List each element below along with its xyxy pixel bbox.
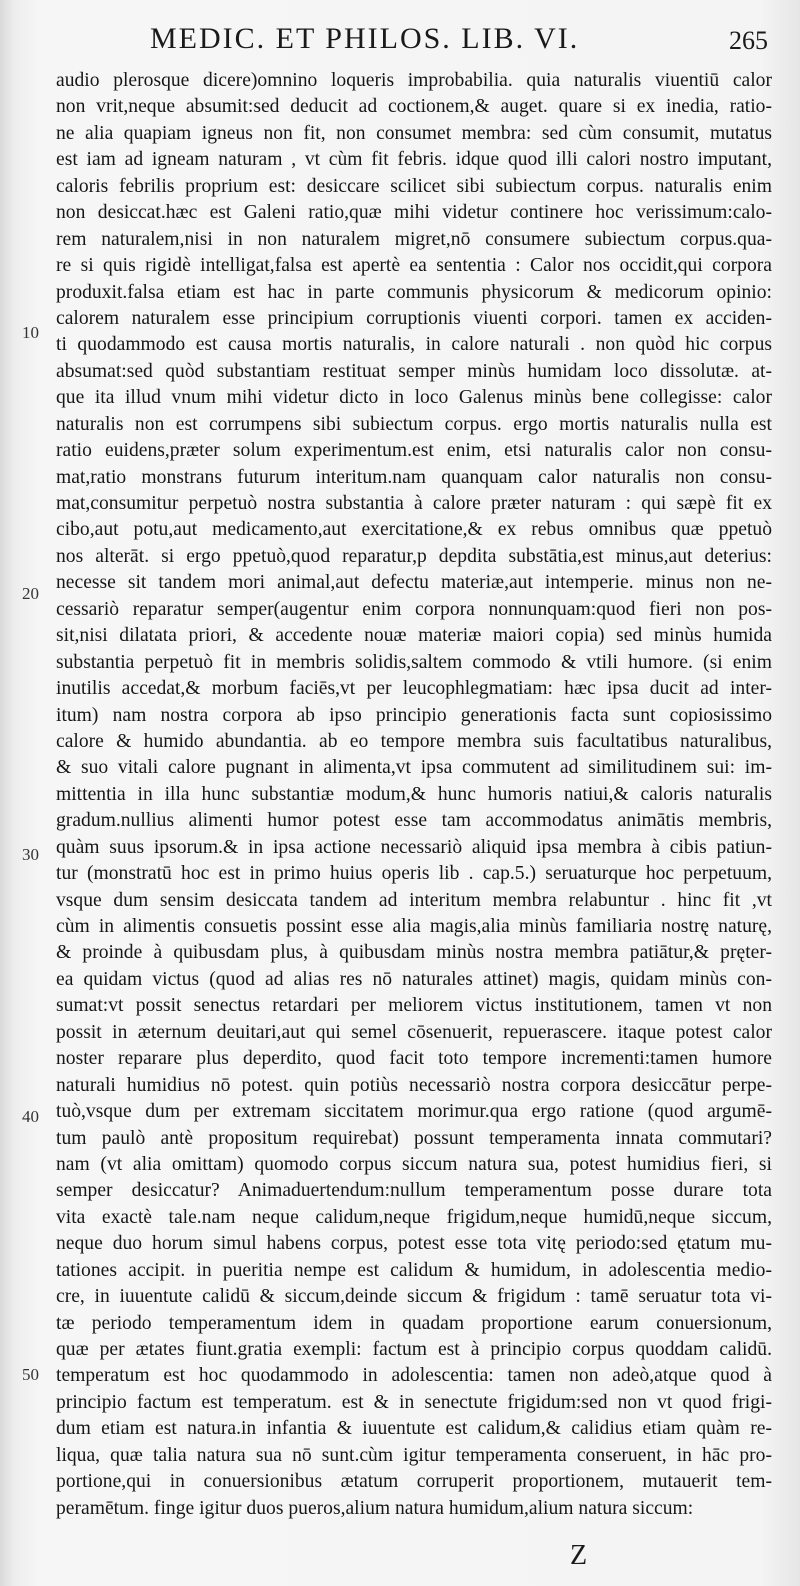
text-line: audio plerosque dicere)omnino loqueris improbabilia. quia naturalis viuentiū calor — [56, 70, 772, 91]
text-line: ti quodammodo est causa mortis naturalis, in calore naturali . non quòd hic corpus — [56, 334, 772, 356]
text-line: semper desiccatur? Animaduertendum:nullum temperamentum posse durare tota — [56, 1180, 772, 1202]
text-line: portione,qui in conuersionibus ætatum corruperit proportionem, mutauerit tem- — [56, 1471, 772, 1493]
text-line: peramētum. finge igitur duos pueros,alium natura humidum,alium natura siccum: — [56, 1497, 694, 1519]
text-line: tur (monstratū hoc est in primo huius operis lib . cap.5.) seruaturque hoc perpetuum, — [56, 863, 772, 885]
text-line: naturali humidius nō potest. quin potiùs necessariò nostra corpora desiccātur perpe- — [56, 1074, 772, 1096]
text-line: calore & humido abundantia. ab eo tempore membra suis facultatibus naturalibus, — [56, 730, 772, 752]
text-line: absumat:sed quòd substantiam restituat semper minùs humidam loco dissolutæ. at- — [56, 360, 772, 382]
text-line: cre, in iuuentute calidū & siccum,deinde siccum & frigidum : tamē seruatur tota vi- — [56, 1286, 772, 1308]
text-line: quæ per ætates fiunt.gratia exempli: factum est à principio corpus quoddam calidū. — [56, 1339, 772, 1360]
text-line: tuò,vsque dum per extremam siccitatem morimur.qua ergo ratione (quod argumē- — [56, 1101, 772, 1123]
text-line: produxit.falsa etiam est hac in parte communis physicorum & medicorum opinio: — [56, 281, 772, 303]
text-line: nam (vt alia omittam) quomodo corpus siccum natura sua, potest humidius fieri, si — [56, 1153, 772, 1175]
text-line: & proinde à quibusdam plus, à quibusdam minùs nostra membra patiātur,& pręter- — [56, 942, 772, 964]
text-line: quàm suus ipsorum.& in ipsa actione necessariò aliquid ipsa membra à cibis patiun- — [56, 836, 772, 858]
running-head-title: MEDIC. ET PHILOS. LIB. VI. — [150, 22, 580, 55]
text-line: mat,consumitur perpetuò nostra substantia à calore præter naturam : qui sæpè fit ex — [56, 493, 772, 514]
text-line: sumat:vt possit senectus retardari per meliorem victus institutionem, tamen vt non — [56, 995, 772, 1017]
text-line: gradum.nullius alimenti humor potest esse tam accommodatus animātis membris, — [56, 810, 772, 832]
text-line: cùm in alimentis consuetis possint esse alia magis,alia minùs familiaria nostrę naturę, — [56, 916, 772, 937]
text-line: rem naturalem,nisi in non naturalem migret,nō consumere subiectum corpus.qua- — [56, 228, 772, 250]
text-line: possit in æternum deuitari,aut qui semel cōsenuerit, repuerascere. itaque potest calor — [56, 1021, 772, 1043]
text-line: tæ periodo temperamentum idem in quadam proportione earum conuersionum, — [56, 1312, 772, 1334]
text-line: vsque dum sensim desiccata tandem ad interitum membra relabuntur . hinc fit ,vt — [56, 889, 772, 911]
text-line: ratio euidens,præter solum experimentum.est enim, etsi naturalis calor non consu- — [56, 440, 772, 462]
text-line: substantia perpetuò fit in membris solidis,saltem commodo & vtili humore. (si enim — [56, 651, 772, 673]
text-line: cessariò reparatur semper(augentur enim corpora nonnunquam:quod fieri non pos- — [56, 598, 772, 620]
text-line: caloris febrilis proprium est: desiccare scilicet sibi subiectum corpus. naturalis enim — [56, 175, 772, 197]
text-line: tationes accipit. in pueritia nempe est calidum & humidum, in adolescentia medio- — [56, 1259, 772, 1281]
text-line: naturalis non est corrumpens sibi subiectum corpus. ergo mortis naturalis nulla est — [56, 413, 772, 435]
text-line: sit,nisi dilatata priori, & accedente nouæ materiæ maiori copia) sed minùs humida — [56, 625, 772, 647]
text-line: non vrit,neque absumit:sed deducit ad coctionem,& auget. quare si ex inedia, ratio- — [56, 96, 772, 118]
text-line: ea quidam victus (quod ad alias res nō naturales attinet) magis, quidam minùs con- — [56, 968, 772, 990]
line-number: 30 — [22, 845, 39, 864]
text-line: que ita illud vnum mihi videtur dicto in loco Galenus minùs bene collegisse: calor — [56, 387, 772, 409]
line-number: 50 — [22, 1365, 39, 1384]
text-line: non desiccat.hæc est Galeni ratio,quæ mihi videtur continere hoc verissimum:calo- — [56, 202, 772, 224]
text-line: mat,ratio monstrans futurum interitum.nam quanquam calor naturalis non consu- — [56, 466, 772, 488]
text-line: itum) nam nostra corpora ab ipso principio generationis facta sunt copiosissimo — [56, 704, 772, 726]
text-line: est iam ad igneam naturam , vt cùm fit febris. idque quod illi calori nostro imputant, — [56, 149, 772, 171]
line-number: 20 — [22, 584, 39, 603]
text-line: cibo,aut potu,aut medicamento,aut exercitatione,& ex rebus omnibus quæ ppetuò — [56, 519, 772, 541]
text-line: necesse sit tandem mori animal,aut defectu materiæ,aut intemperie. minus non ne- — [56, 572, 772, 594]
text-line: calorem naturalem esse principium corruptionis viuenti corpori. tamen ex acciden- — [56, 307, 772, 329]
line-number: 40 — [22, 1107, 39, 1126]
text-line: inutilis accedat,& morbum faciēs,vt per leucophlegmatiam: hæc ipsa ducit ad inter- — [56, 678, 772, 700]
text-line: temperatum est hoc quodammodo in adolescentia: tamen non adeò,atque quod à — [56, 1365, 772, 1387]
text-line: liqua, quæ talia natura sua nō sunt.cùm igitur temperamenta conseruent, in hāc pro- — [56, 1444, 772, 1466]
text-line: dum etiam est natura.in infantia & iuuentute est calidum,& calidius etiam quàm re- — [56, 1418, 772, 1440]
text-line: re si quis rigidè intelligat,falsa est apertè ea sententia : Calor nos occidit,qui corpora — [56, 255, 772, 277]
text-line: principio factum est temperatum. est & in senectute frigidum:sed non vt quod frigi- — [56, 1391, 772, 1413]
text-line: & suo vitali calore pugnant in alimenta,vt ipsa commutent ad similitudinem sui: im- — [56, 757, 772, 779]
running-head — [150, 22, 780, 62]
page-number: 265 — [729, 26, 768, 55]
text-line: nos alterāt. si ergo ppetuò,quod reparatur,p depdita substātia,est minus,aut deterius: — [56, 545, 772, 567]
text-line: tum paulò antè propositum requirebat) possunt temperamenta innata commutari? — [56, 1127, 772, 1149]
text-line: vita exactè tale.nam neque calidum,neque frigidum,neque humidū,neque siccum, — [56, 1206, 772, 1228]
body-text — [56, 68, 772, 1522]
signature-mark: Z — [570, 1540, 588, 1571]
line-number: 10 — [22, 323, 39, 342]
text-line: mittentia in illa hunc substantiæ modum,& hunc humoris natiui,& caloris naturalis — [56, 783, 772, 805]
text-line: ne alia quapiam igneus non fit, non consumet membra: sed cùm consumit, mutatus — [56, 122, 772, 144]
text-line: neque duo horum simul habens corpus, potest esse tota vitę periodo:sed ętatum mu- — [56, 1233, 772, 1255]
text-line: noster reparare plus deperdito, quod facit toto tempore incrementi:tamen humore — [56, 1048, 772, 1070]
